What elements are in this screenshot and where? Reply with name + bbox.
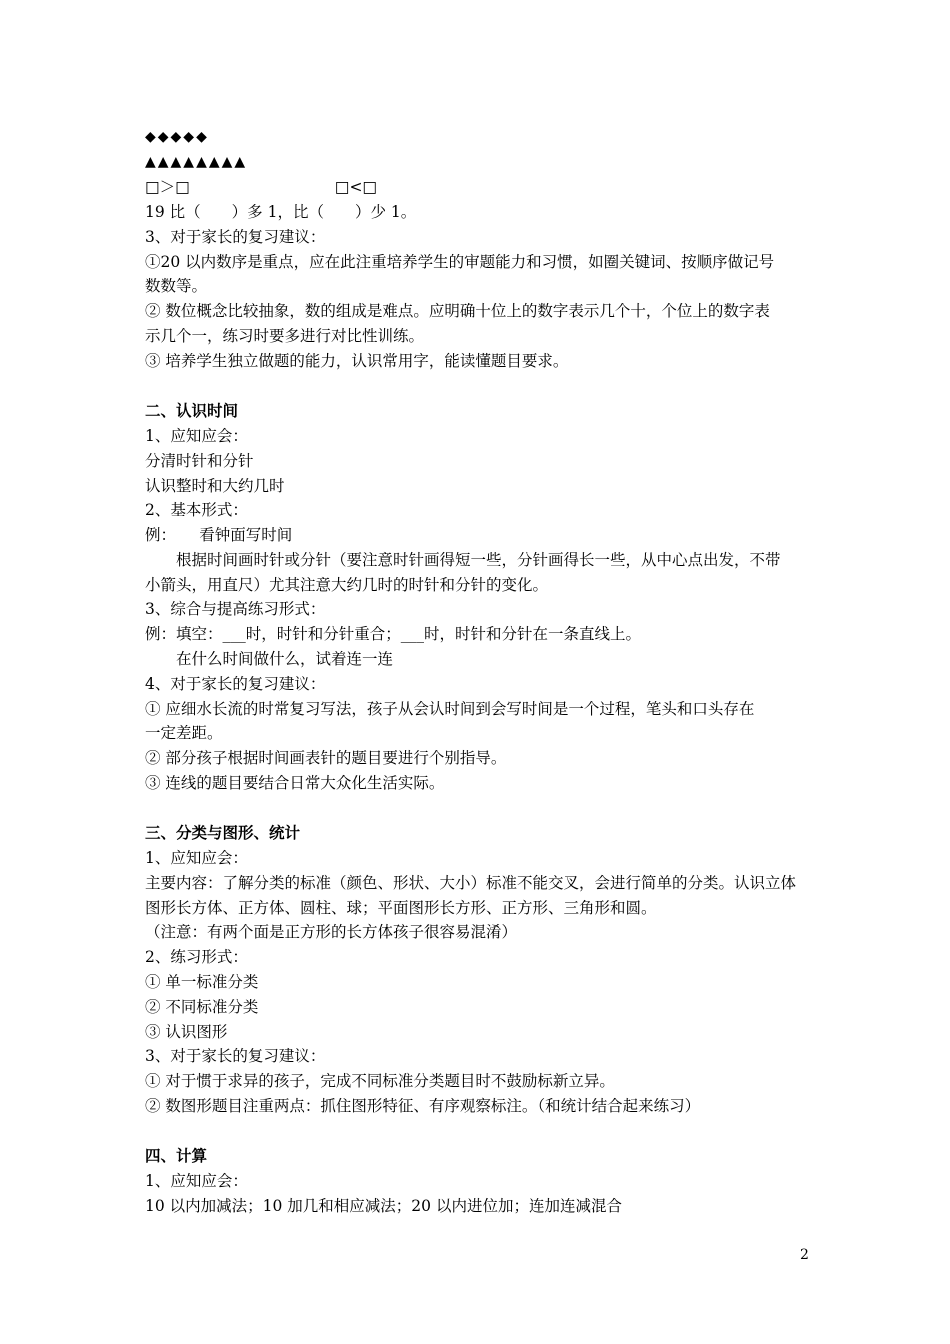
s2-line-10: 4、对于家长的复习建议：: [145, 675, 326, 693]
s2-line-2: 分清时针和分针: [145, 452, 254, 470]
s3-line-1: 1、应知应会：: [145, 849, 248, 867]
s1-advice-3: ③ 培养学生独立做题的能力，认识常用字，能读懂题目要求。: [145, 352, 569, 370]
s3-line-7: ③ 认识图形: [145, 1023, 228, 1041]
s2-line-13: ③ 连线的题目要结合日常大众化生活实际。: [145, 774, 445, 792]
s3-line-3: （注意：有两个面是正方形的长方体孩子很容易混淆）: [145, 923, 518, 941]
compare-line: [145, 175, 377, 199]
s1-advice-2b: 示几个一，练习时要多进行对比性训练。: [145, 327, 425, 345]
s4-line-1: 1、应知应会：: [145, 1172, 248, 1190]
s2-line-12: ② 部分孩子根据时间画表针的题目要进行个别指导。: [145, 749, 507, 767]
s3-line-6: ② 不同标准分类: [145, 998, 259, 1016]
section-2-heading: 二、认识时间: [145, 401, 239, 420]
s2-line-5: 例： 看钟面写时间: [145, 526, 293, 544]
s4-line-2: 10 以内加减法；10 加几和相应减法；20 以内进位加；连加连减混合: [145, 1197, 622, 1215]
s2-line-3: 认识整时和大约几时: [145, 477, 285, 495]
s2-line-6a: 根据时间画时针或分针（要注意时针画得短一些，分针画得长一些，从中心点出发，不带: [145, 551, 781, 569]
fill-blank-19: 19 比（ ）多 1，比（ ）少 1。: [145, 203, 417, 221]
s2-line-11a: ① 应细水长流的时常复习写法，孩子从会认时间到会写时间是一个过程，笔头和口头存在: [145, 700, 755, 718]
s1-advice-1b: 数数等。: [145, 277, 208, 295]
s2-line-9: 在什么时间做什么，试着连一连: [145, 650, 394, 668]
s3-line-9: ① 对于惯于求异的孩子，完成不同标准分类题目时不鼓励标新立异。: [145, 1072, 615, 1090]
triangle-symbols: ▲▲▲▲▲▲▲▲: [145, 154, 248, 170]
s2-line-1: 1、应知应会：: [145, 427, 248, 445]
section-3-heading: 三、分类与图形、统计: [145, 823, 301, 842]
diamond-symbols: ◆◆◆◆◆: [145, 129, 209, 145]
section-4-heading: 四、计算: [145, 1146, 208, 1165]
compare-greater: □＞□: [145, 178, 190, 196]
compare-less: □<□: [334, 178, 378, 196]
s2-line-11b: 一定差距。: [145, 724, 223, 742]
page-number: 2: [800, 1247, 809, 1263]
s2-line-4: 2、基本形式：: [145, 501, 248, 519]
s1-advice-1a: ①20 以内数序是重点，应在此注重培养学生的审题能力和习惯，如圈关键词、按顺序做记号: [145, 253, 775, 271]
s3-line-2a: 主要内容：了解分类的标准（颜色、形状、大小）标准不能交叉，会进行简单的分类。认识立体: [145, 874, 797, 892]
s3-line-10: ② 数图形题目注重两点：抓住图形特征、有序观察标注。（和统计结合起来练习）: [145, 1097, 701, 1115]
s2-line-7: 3、综合与提高练习形式：: [145, 600, 326, 618]
s1-advice-title: 3、对于家长的复习建议：: [145, 228, 326, 246]
s2-line-6b: 小箭头，用直尺）尤其注意大约几时的时针和分针的变化。: [145, 576, 549, 594]
s1-advice-2a: ② 数位概念比较抽象，数的组成是难点。应明确十位上的数字表示几个十，个位上的数字表: [145, 302, 770, 320]
s3-line-2b: 图形长方体、正方体、圆柱、球；平面图形长方形、正方形、三角形和圆。: [145, 899, 657, 917]
s2-line-8: 例：填空：___时，时针和分针重合；___时，时针和分针在一条直线上。: [145, 625, 642, 643]
s3-line-5: ① 单一标准分类: [145, 973, 259, 991]
s3-line-8: 3、对于家长的复习建议：: [145, 1047, 326, 1065]
s3-line-4: 2、练习形式：: [145, 948, 248, 966]
